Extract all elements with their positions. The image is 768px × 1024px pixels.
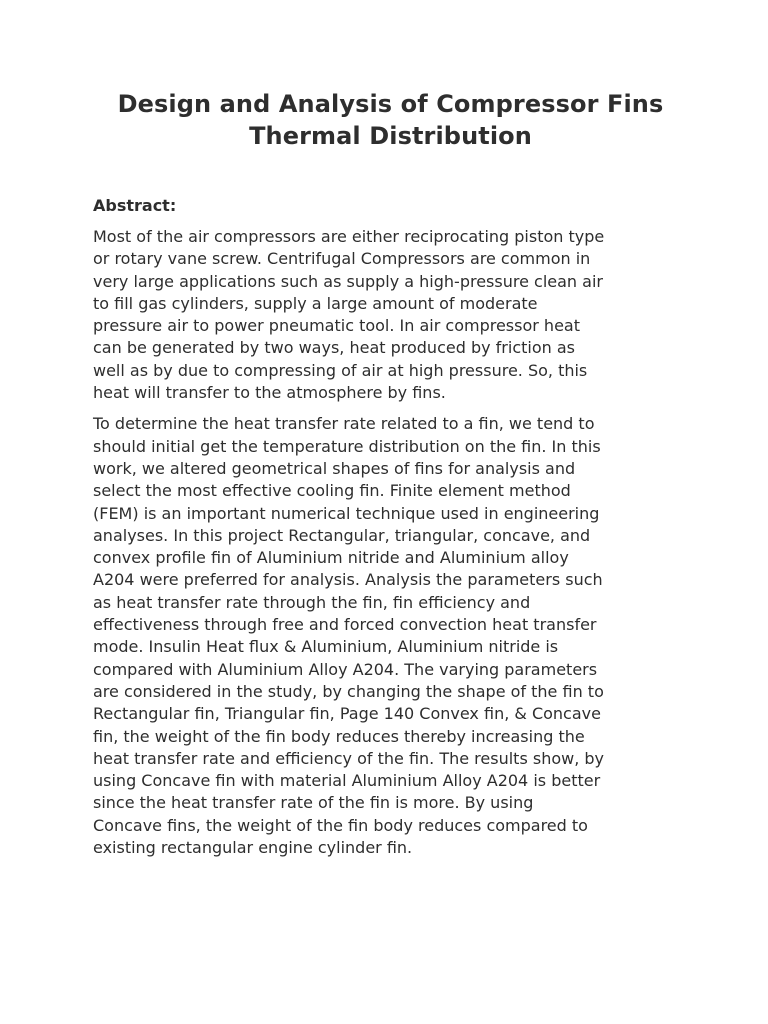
text-line: fin, the weight of the fin body reduces thereby increasing the [93, 726, 585, 746]
text-line: mode. Insulin Heat flux & Aluminium, Aluminium nitride is [93, 637, 559, 657]
text-line: heat will transfer to the atmosphere by fins. [93, 383, 446, 403]
text-line: Rectangular fin, Triangular fin, Page 140 Convex fin, & Concave [93, 704, 601, 724]
text-line: existing rectangular engine cylinder fin. [93, 838, 413, 858]
text-line: Concave fins, the weight of the fin body reduces compared to [93, 815, 588, 835]
text-line: compared with Aluminium Alloy A204. The varying parameters [93, 659, 598, 679]
text-line: are considered in the study, by changing the shape of the fin to [93, 681, 604, 701]
text-line: as heat transfer rate through the fin, fin efficiency and [93, 592, 531, 612]
title-line: Thermal Distribution [249, 122, 532, 150]
text-line: to fill gas cylinders, supply a large amount of moderate [93, 293, 538, 313]
document-title [93, 88, 688, 152]
text-line: should initial get the temperature distribution on the fin. In this [93, 436, 601, 456]
text-line: well as by due to compressing of air at high pressure. So, this [93, 360, 588, 380]
text-line: convex profile fin of Aluminium nitride and Aluminium alloy [93, 548, 569, 568]
text-line: To determine the heat transfer rate related to a fin, we tend to [93, 414, 595, 434]
text-line: Most of the air compressors are either reciprocating piston type [93, 227, 605, 246]
abstract-paragraph-2 [93, 413, 688, 859]
text-line: heat transfer rate and efficiency of the fin. The results show, by [93, 748, 605, 768]
text-line: can be generated by two ways, heat produced by friction as [93, 338, 575, 358]
text-line: (FEM) is an important numerical technique used in engineering [93, 503, 600, 523]
text-line: using Concave fin with material Aluminium Alloy A204 is better [93, 771, 601, 791]
abstract-heading: Abstract: [93, 196, 177, 215]
text-line: A204 were preferred for analysis. Analysis the parameters such [93, 570, 603, 590]
text-line: or rotary vane screw. Centrifugal Compressors are common in [93, 249, 591, 269]
text-line: very large applications such as supply a high-pressure clean air [93, 271, 603, 291]
document-page [0, 88, 768, 1024]
text-line: pressure air to power pneumatic tool. In air compressor heat [93, 316, 580, 336]
text-line: effectiveness through free and forced convection heat transfer [93, 615, 597, 635]
text-line: since the heat transfer rate of the fin is more. By using [93, 793, 534, 813]
text-line: analyses. In this project Rectangular, triangular, concave, and [93, 525, 591, 545]
abstract-paragraph-1 [93, 226, 688, 404]
text-line: work, we altered geometrical shapes of fins for analysis and [93, 458, 576, 478]
title-line: Design and Analysis of Compressor Fins [117, 90, 664, 118]
text-line: select the most effective cooling fin. Finite element method [93, 481, 571, 501]
